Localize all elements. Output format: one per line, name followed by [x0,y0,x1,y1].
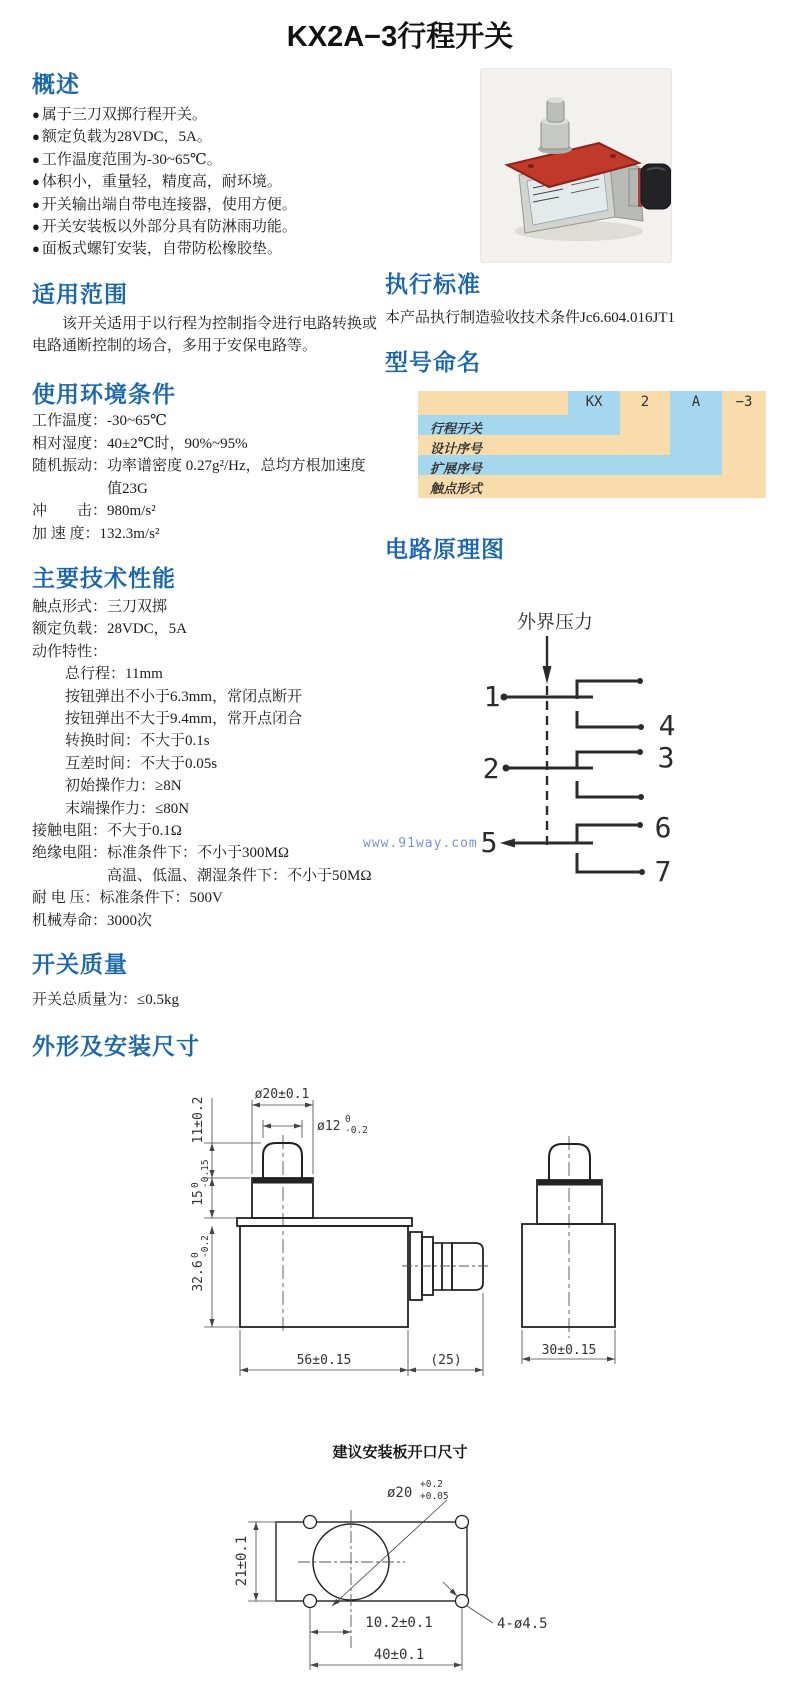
performance-list [32,596,372,932]
pressure-arrow-icon [543,666,552,684]
mounting-hole [304,1516,317,1529]
switch-body [240,1226,408,1327]
spec-row: 随机振动：功率谱密度 0.27g²/Hz，总均方根加速度 [32,458,366,474]
model-naming-diagram [418,391,766,498]
mounting-hole [456,1595,469,1608]
contact-label-3: 3 [657,741,675,774]
heading-schematic: 电路原理图 [385,537,505,562]
standard-text: 本产品执行制造验收技术条件Jc6.604.016JT1 [385,310,675,326]
plunger-outline-side [549,1144,590,1180]
front-view [190,1087,490,1376]
bullet-icon: ● [32,151,40,167]
bullet-icon: ● [32,196,40,212]
dim-40: 40±0.1 [373,1647,425,1663]
dim-mphi20-tol-bot: +0.05 [420,1491,449,1502]
naming-code-3: −3 [735,394,753,410]
naming-row-label: 行程开关 [430,421,483,436]
mounting-caption: 建议安装板开口尺寸 [332,1444,468,1461]
spec-row: 按钮弹出不大于9.4mm，常开点闭合 [65,711,303,728]
dim-30: 30±0.15 [541,1343,597,1358]
list-item: ● 工作温度范围为-30~65℃。 [32,151,222,168]
dim-mphi20-tol-top: +0.2 [420,1479,443,1490]
flange-plate [237,1218,412,1226]
mounting-drawing [234,1443,548,1670]
spec-row: 接触电阻：不大于0.1Ω [32,823,182,840]
dim-11: 11±0.2 [191,1096,206,1144]
bullet-icon: ● [32,129,40,145]
bullet-icon: ● [32,174,40,190]
dim-25: (25) [430,1353,462,1368]
contact-no-5 [577,853,642,872]
list-item: ● 面板式螺钉安装，自带防松橡胶垫。 [32,241,282,258]
spec-row: 互差时间：不大于0.05s [65,755,218,772]
weight-value: 开关总质量为：≤0.5kg [32,992,179,1008]
spec-row: 值23G [107,480,148,497]
dimension-drawing [180,1080,660,1692]
dim-102: 10.2±0.1 [365,1615,433,1631]
page-title: KX2A−3行程开关 [286,21,514,53]
dim-holes: 4-ø4.5 [497,1616,548,1632]
product-photo-illustration [481,69,671,262]
side-view [522,1136,615,1364]
list-item: ● 开关输出端自带电连接器，使用方便。 [32,196,297,213]
list-item: ● 属于三刀双掷行程开关。 [32,107,207,123]
mounting-hole [456,1516,469,1529]
pole-label-2: 2 [482,752,500,785]
dim-56: 56±0.15 [296,1353,352,1368]
circuit-schematic [420,600,720,900]
dim-15-tol-bot: -0.15 [200,1159,211,1188]
switch-body-side [522,1224,615,1327]
contact-nc-5 [577,825,640,844]
naming-code-a: A [691,394,701,410]
spec-row: 动作特性： [32,643,108,660]
heading-overview: 概述 [32,72,80,97]
spec-row: 绝缘电阻：标准条件下：不小于300MΩ [32,845,289,862]
heading-scope: 适用范围 [32,282,128,307]
environment-list [32,410,366,545]
watermark: www.91way.com [363,836,478,851]
dim-326: 32.6 [191,1260,206,1292]
heading-model-naming: 型号命名 [385,350,481,375]
naming-code-kx: KX [585,394,603,410]
spec-row: 初始操作力：≥8N [65,778,182,795]
pole-label-1: 1 [483,680,501,713]
heading-environment: 使用环境条件 [32,382,176,407]
spec-row: 触点形式：三刀双掷 [32,599,168,615]
spec-row: 相对湿度：40±2℃时，90%~95% [32,435,248,452]
spec-row: 工作温度：-30~65℃ [32,413,167,429]
plunger-outline [263,1143,302,1178]
pressure-label: 外界压力 [516,612,594,633]
contact-nc-2 [577,752,640,769]
collar-outline [252,1178,313,1218]
spec-row: 机械寿命：3000次 [32,912,153,929]
mounting-plate-outline [276,1522,467,1601]
dim-15: 15 [191,1190,206,1206]
product-photo [480,68,672,263]
spec-row: 额定负载：28VDC，5A [32,621,188,638]
bullet-icon: ● [32,241,40,257]
dim-326-tol-bot: -0.2 [200,1235,211,1258]
scope-paragraph: 该开关适用于以行程为控制指令进行电路转换或电路通断控制的场合，多用于安保电路等。 [32,316,378,354]
contact-label-6: 6 [654,811,672,844]
contact-label-4: 4 [658,709,676,742]
spec-row: 加 速 度：132.3m/s² [32,525,160,542]
naming-row-label: 设计序号 [430,441,483,456]
spec-row: 冲 击：980m/s² [32,503,156,519]
contact-no-2 [577,781,641,797]
dim-phi12-tol-top: 0 [345,1114,351,1125]
naming-row-label: 触点形式 [430,481,483,496]
list-item: ● 体积小，重量轻，精度高，耐环境。 [32,174,282,191]
spec-row: 耐 电 压：标准条件下：500V [32,890,223,907]
spec-row: 高温、低温、潮湿条件下：不小于50MΩ [107,867,372,884]
list-item: ● 开关安装板以外部分具有防淋雨功能。 [32,219,297,236]
spec-row: 转换时间：不大于0.1s [65,733,210,750]
dim-phi20: ø20±0.1 [254,1087,310,1102]
naming-row-label: 扩展序号 [430,461,483,476]
contact-no-1 [577,711,641,727]
naming-code-2: 2 [640,394,650,410]
collar-outline-side [537,1180,602,1224]
mounting-hole [304,1595,317,1608]
heading-performance: 主要技术性能 [32,566,176,591]
dim-21: 21±0.1 [234,1535,250,1587]
spec-row: 末端操作力：≤80N [65,800,190,817]
contact-label-7: 7 [654,855,672,888]
heading-weight: 开关质量 [32,952,128,977]
spec-row: 总行程：11mm [65,666,163,683]
dim-phi12: ø12 [317,1119,341,1134]
dim-326-tol-top: 0 [190,1252,201,1258]
dim-phi12-tol-bot: -0.2 [345,1125,368,1136]
bullet-icon: ● [32,107,40,122]
overview-list [32,104,297,261]
dim-15-tol-top: 0 [190,1182,201,1188]
connector [402,1232,490,1300]
list-item: ● 额定负载为28VDC，5A。 [32,129,212,146]
spec-row: 按钮弹出不小于6.3mm，常闭点断开 [65,688,303,705]
heading-dimensions: 外形及安装尺寸 [32,1034,200,1059]
bullet-icon: ● [32,219,40,235]
heading-standard: 执行标准 [385,272,481,297]
pole-label-5: 5 [480,826,498,859]
dim-mphi20: ø20 [387,1485,413,1501]
